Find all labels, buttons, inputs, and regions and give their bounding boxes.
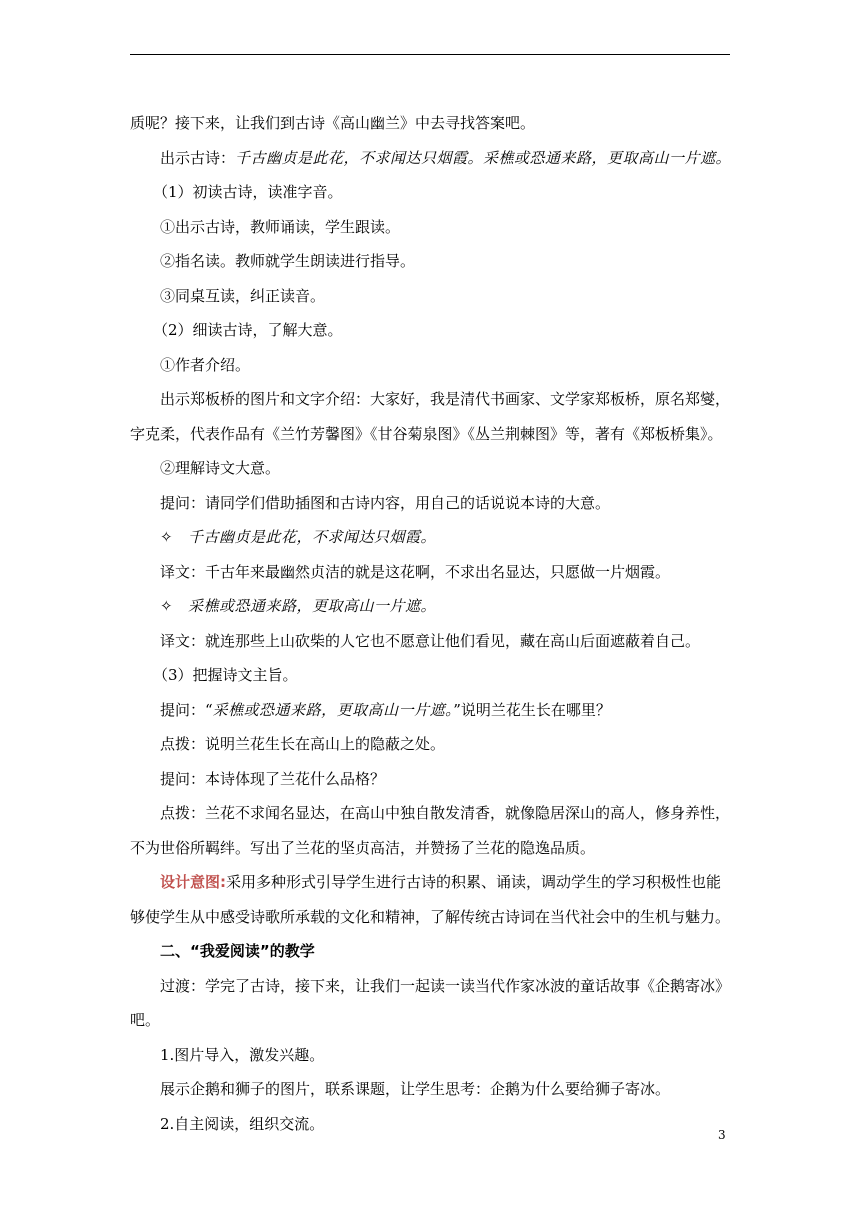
list-item: ②理解诗文大意。 xyxy=(160,459,281,477)
list-item: ①作者介绍。 xyxy=(160,355,251,374)
poem-text: 采樵或恐通来路，更取高山一片遮。 xyxy=(188,597,437,615)
question: 提问：“采樵或恐通来路，更取高山一片遮。”说明兰花生长在哪里？ xyxy=(160,700,611,719)
step-heading: 1.图片导入，激发兴趣。 xyxy=(160,1045,325,1064)
question: 提问：请同学们借助插图和古诗内容，用自己的话说说本诗的大意。 xyxy=(160,493,611,512)
translation: 译文：千古年来最幽然贞洁的就是这花啊，不求出名显达，只愿做一片烟霞。 xyxy=(160,562,671,581)
poem-intro: 出示古诗：千古幽贞是此花，不求闻达只烟霞。采樵或恐通来路，更取高山一片遮。 xyxy=(160,148,732,167)
list-item: ②指名读。教师就学生朗读进行指导。 xyxy=(160,252,416,270)
poem-text: 千古幽贞是此花，不求闻达只烟霞。 xyxy=(188,528,437,546)
page-number: 3 xyxy=(718,1128,726,1142)
list-item: ③同桌互读，纠正读音。 xyxy=(160,286,326,305)
diamond-bullet-icon: ✧ xyxy=(160,597,173,615)
design-intent-label: 设计意图: xyxy=(160,873,226,891)
poem-line xyxy=(130,589,732,624)
section-heading: 二、“我爱阅读”的教学 xyxy=(160,942,315,960)
poem-text: 采樵或恐通来路，更取高山一片遮。 xyxy=(212,700,454,719)
header-rule xyxy=(130,54,730,55)
design-intent: 设计意图:采用多种形式引导学生进行古诗的积累、诵读，调动学生的学习积极性也能 xyxy=(160,873,722,891)
paragraph-continued: 够使学生从中感受诗歌所承载的文化和精神，了解传统古诗词在当代社会中的生机与魅力。 xyxy=(130,907,731,926)
diamond-bullet-icon: ✧ xyxy=(160,528,173,546)
paragraph: 过渡：学完了古诗，接下来，让我们一起读一读当代作家冰波的童话故事《企鹅寄冰》 xyxy=(160,976,731,995)
paragraph: 质呢？接下来，让我们到古诗《高山幽兰》中去寻找答案吧。 xyxy=(130,114,536,132)
poem-text: 千古幽贞是此花，不求闻达只烟霞。采樵或恐通来路，更取高山一片遮。 xyxy=(235,148,732,167)
question: 提问：本诗体现了兰花什么品格？ xyxy=(160,769,386,788)
translation: 译文：就连那些上山砍柴的人它也不愿意让他们看见，藏在高山后面遮蔽着自己。 xyxy=(160,631,701,650)
poem-line xyxy=(130,520,732,555)
paragraph-continued: 不为世俗所羁绊。写出了兰花的坚贞高洁，并赞扬了兰花的隐逸品质。 xyxy=(130,838,596,857)
paragraph: 出示郑板桥的图片和文字介绍：大家好，我是清代书画家、文学家郑板桥，原名郑燮， xyxy=(160,390,731,408)
paragraph-continued: 吧。 xyxy=(130,1011,161,1029)
step-heading: （3）把握诗文主旨。 xyxy=(153,666,298,684)
paragraph-continued: 字克柔，代表作品有《兰竹芳馨图》《甘谷菊泉图》《丛兰荆棘图》等，著有《郑板桥集》。 xyxy=(130,424,723,443)
step-heading: （2）细读古诗，了解大意。 xyxy=(153,321,343,339)
document-body xyxy=(130,106,732,1141)
list-item: ①出示古诗，教师诵读，学生跟读。 xyxy=(160,217,401,236)
step-heading: 2.自主阅读，组织交流。 xyxy=(160,1114,325,1133)
hint: 点拨：说明兰花生长在高山上的隐蔽之处。 xyxy=(160,735,446,753)
paragraph: 展示企鹅和狮子的图片，联系课题，让学生思考：企鹅为什么要给狮子寄冰。 xyxy=(160,1080,671,1098)
step-heading: （1）初读古诗，读准字音。 xyxy=(153,183,343,201)
hint: 点拨：兰花不求闻名显达，在高山中独自散发清香，就像隐居深山的高人，修身养性， xyxy=(160,804,731,822)
